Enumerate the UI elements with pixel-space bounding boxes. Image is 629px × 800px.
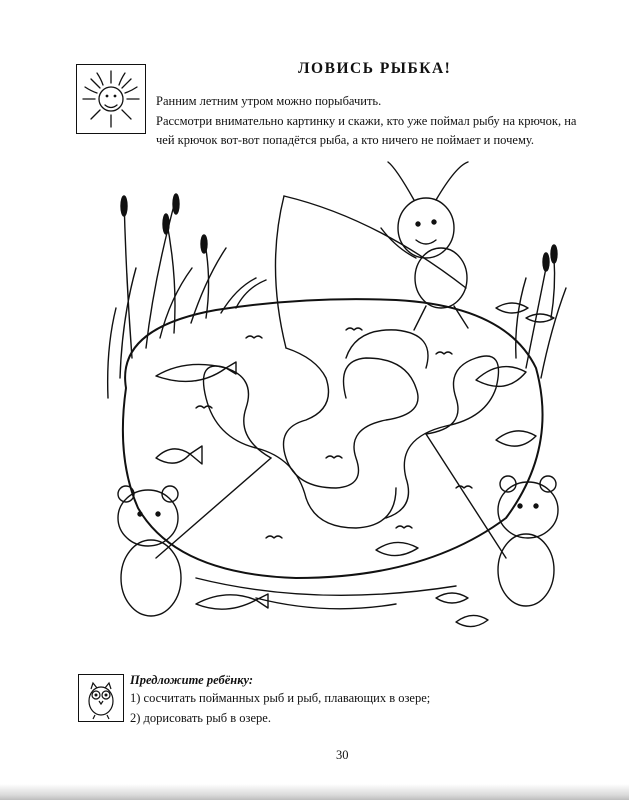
page-number: 30 (336, 748, 349, 762)
intro-line-2: Рассмотри внимательно картинку и скажи, кто уже поймал рыбу на крючок, на (156, 114, 577, 128)
scan-edge-shadow (0, 784, 629, 800)
intro-line-3: чей крючок вот-вот попадётся рыба, а кто ничего не поймает и почему. (156, 133, 534, 147)
page-title: ЛОВИСЬ РЫБКА! (298, 60, 452, 77)
intro-line-1: Ранним летним утром можно порыбачить. (156, 94, 382, 108)
fishing-maze-illustration (96, 158, 576, 648)
suggestion-item-1: 1) сосчитать пойманных рыб и рыб, плавающих в озере; (130, 691, 431, 705)
owl-icon (78, 674, 124, 722)
smiling-sun-icon (76, 64, 146, 134)
suggestions-heading: Предложите ребёнку: (130, 673, 254, 687)
suggestion-item-2: 2) дорисовать рыб в озере. (130, 711, 271, 725)
